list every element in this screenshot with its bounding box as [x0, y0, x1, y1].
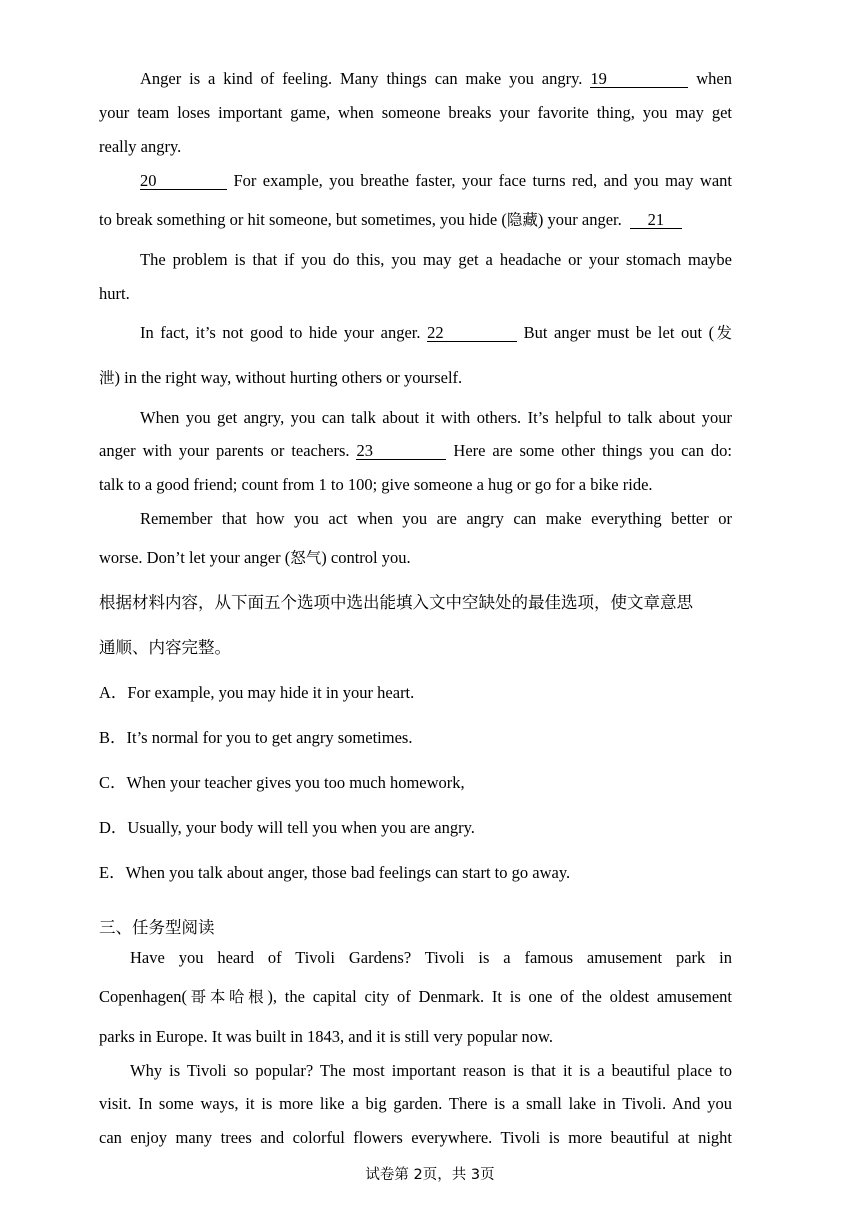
section-heading: 三、任务型阅读	[99, 918, 215, 937]
passage-text: visit. In some ways, it is more like a big garden. There is a small lake in Tivoli. And you	[99, 1094, 732, 1113]
passage-text: worse. Don’t let your anger (	[99, 548, 291, 567]
passage-text: Anger is a kind of feeling. Many things can make you angry.	[140, 69, 583, 88]
passage-text: really angry.	[99, 137, 182, 156]
instruction-line: 通顺、内容完整。	[99, 638, 231, 657]
passage-text: anger with your parents or teachers.	[99, 441, 350, 460]
blank-20: 20	[140, 172, 227, 190]
passage-line	[99, 284, 130, 304]
passage-line	[99, 103, 732, 123]
passage-text: to break something or hit someone, but sometimes, you hide (	[99, 210, 507, 229]
option-text: It’s normal for you to get angry sometimes.	[126, 728, 413, 747]
option-text: When you talk about anger, those bad feelings can start to go away.	[125, 863, 571, 882]
blank-21: 21	[630, 211, 682, 229]
passage-line	[99, 323, 732, 343]
passage-text: Have you heard of Tivoli Gardens? Tivoli is a famous amusement park in	[130, 948, 732, 967]
passage-line	[99, 69, 732, 89]
option-text: When your teacher gives you too much homework,	[126, 773, 465, 792]
option-text: For example, you may hide it in your heart.	[127, 683, 415, 702]
passage-line	[99, 171, 732, 191]
passage-text: In fact, it’s not good to hide your anger.	[140, 323, 421, 342]
passage-text: Here are some other things you can do:	[453, 441, 733, 460]
passage-line	[99, 1128, 732, 1148]
passage-text-cjk: 隐藏	[506, 211, 538, 229]
option-text: Usually, your body will tell you when you are angry.	[127, 818, 475, 837]
passage-line	[99, 408, 732, 428]
passage-text-cjk: 发	[714, 324, 733, 342]
passage-line	[99, 210, 682, 230]
instruction-line: 根据材料内容，从下面五个选项中选出能填入文中空缺处的最佳选项，使文章意思	[99, 593, 693, 612]
passage-text: ) in the right way, without hurting others or yourself.	[114, 368, 463, 387]
blank-23: 23	[356, 442, 446, 460]
passage-line	[99, 250, 732, 270]
blank-19: 19	[590, 70, 688, 88]
option-c	[99, 773, 465, 793]
passage-text: talk to a good friend; count from 1 to 100; give someone a hug or go for a bike ride.	[99, 475, 653, 494]
blank-22: 22	[427, 324, 517, 342]
passage-text: ) your anger.	[537, 210, 622, 229]
passage-text: hurt.	[99, 284, 130, 303]
passage-text: your team loses important game, when someone breaks your favorite thing, you may get	[99, 103, 732, 122]
option-letter: C．	[99, 773, 127, 792]
option-letter: A．	[99, 683, 128, 702]
passage-text: ) control you.	[321, 548, 411, 567]
passage-text-cjk: 哥本哈根	[186, 988, 268, 1006]
passage-text: The problem is that if you do this, you may get a headache or your stomach maybe	[140, 250, 732, 269]
option-letter: B．	[99, 728, 127, 747]
passage-line	[99, 548, 411, 568]
passage-text: Remember that how you act when you are angry can make everything better or	[140, 509, 732, 528]
passage-line	[99, 475, 653, 495]
passage-line	[99, 137, 181, 157]
option-d	[99, 818, 475, 838]
passage-line	[99, 1094, 732, 1114]
passage-line	[99, 368, 462, 388]
passage-text: when	[696, 69, 733, 88]
passage-line	[99, 509, 732, 529]
passage-line	[99, 948, 732, 968]
passage-text-cjk: 泄	[99, 369, 115, 387]
option-b	[99, 728, 412, 748]
passage-text: Copenhagen(哥本哈根), the capital city of Denmark. It is one of the oldest amusement	[99, 987, 732, 1006]
passage-text: Why is Tivoli so popular? The most important reason is that it is a beautiful place to	[130, 1061, 732, 1080]
passage-line	[99, 1061, 732, 1081]
passage-text: For example, you breathe faster, your face turns red, and you may want	[233, 171, 732, 190]
page-footer: 试卷第 2页，共 3页	[365, 1167, 495, 1183]
option-letter: D．	[99, 818, 128, 837]
passage-line	[99, 1027, 553, 1047]
option-e	[99, 863, 570, 883]
passage-text: can enjoy many trees and colorful flowers everywhere. Tivoli is more beautiful at night	[99, 1128, 732, 1147]
option-a	[99, 683, 414, 703]
passage-line	[99, 987, 732, 1007]
passage-line	[99, 441, 732, 461]
passage-text: When you get angry, you can talk about it with others. It’s helpful to talk about your	[140, 408, 732, 427]
passage-text: parks in Europe. It was built in 1843, and it is still very popular now.	[99, 1027, 553, 1046]
passage-text: But anger must be let out (发	[523, 323, 733, 342]
passage-text-cjk: 怒气	[290, 549, 322, 567]
option-letter: E．	[99, 863, 126, 882]
